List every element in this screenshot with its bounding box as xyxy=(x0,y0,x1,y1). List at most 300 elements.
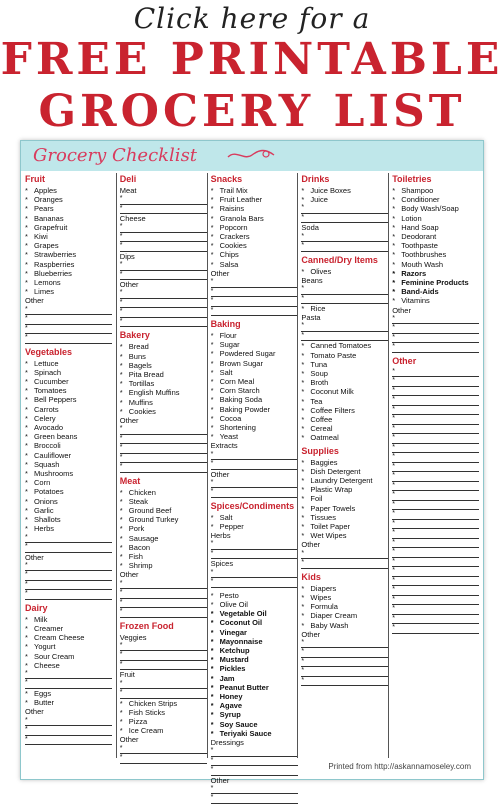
blank-line[interactable] xyxy=(301,242,388,252)
blank-line[interactable] xyxy=(211,297,298,307)
checklist-item[interactable] xyxy=(120,370,207,379)
checklist-item[interactable] xyxy=(211,204,298,213)
blank-line[interactable] xyxy=(392,577,479,587)
checklist-item[interactable] xyxy=(120,717,207,726)
checklist-item[interactable] xyxy=(120,352,207,361)
checklist-item[interactable] xyxy=(25,624,112,633)
checklist-item[interactable] xyxy=(211,522,298,531)
item-label: Cocoa xyxy=(219,413,242,423)
blank-line[interactable] xyxy=(392,343,479,353)
blank-line[interactable] xyxy=(25,726,112,736)
checklist-item[interactable] xyxy=(120,388,207,397)
blank-line[interactable] xyxy=(120,195,207,205)
checklist-item[interactable] xyxy=(25,432,112,441)
checklist-item[interactable] xyxy=(301,360,388,369)
blank-line[interactable] xyxy=(120,242,207,252)
checklist-item[interactable] xyxy=(211,628,298,637)
checklist-item[interactable] xyxy=(211,386,298,395)
blank-line[interactable] xyxy=(392,539,479,549)
checklist-item[interactable] xyxy=(211,331,298,340)
checklist-section xyxy=(120,330,207,472)
checklist-item[interactable] xyxy=(25,633,112,642)
checklist-item[interactable] xyxy=(25,250,112,259)
blank-line[interactable] xyxy=(301,550,388,560)
checklist-item[interactable] xyxy=(301,341,388,350)
blank-line[interactable] xyxy=(25,590,112,600)
checklist-item[interactable] xyxy=(301,494,388,503)
blank-line[interactable] xyxy=(392,596,479,606)
checklist-item[interactable] xyxy=(301,351,388,360)
checklist-item[interactable] xyxy=(25,441,112,450)
blank-line[interactable] xyxy=(211,488,298,498)
checklist-item[interactable] xyxy=(120,726,207,735)
item-label: Jam xyxy=(219,673,235,683)
checklist-item[interactable] xyxy=(211,683,298,692)
checklist-item[interactable] xyxy=(211,729,298,738)
checklist-item[interactable] xyxy=(120,552,207,561)
checklist-item[interactable] xyxy=(25,506,112,515)
checklist-item[interactable] xyxy=(301,621,388,630)
blank-line[interactable] xyxy=(25,334,112,344)
checklist-item[interactable] xyxy=(25,515,112,524)
blank-line[interactable] xyxy=(392,615,479,625)
checklist-item[interactable] xyxy=(211,241,298,250)
checklist-item[interactable] xyxy=(301,186,388,195)
bullet-icon: * xyxy=(210,404,214,414)
checklist-item[interactable] xyxy=(211,591,298,600)
checklist-item[interactable] xyxy=(392,214,479,223)
sub-label: Herbs xyxy=(210,531,231,541)
bullet-icon: * xyxy=(301,359,305,369)
blank-line[interactable] xyxy=(211,307,298,317)
checklist-item[interactable] xyxy=(211,195,298,204)
blank-line[interactable] xyxy=(211,460,298,470)
blank-line[interactable] xyxy=(120,745,207,755)
checklist-item[interactable] xyxy=(25,689,112,698)
blank-line[interactable] xyxy=(301,648,388,658)
blank-line[interactable] xyxy=(120,308,207,318)
blank-line[interactable] xyxy=(211,569,298,579)
blank-line[interactable] xyxy=(120,689,207,699)
checklist-item[interactable] xyxy=(301,304,388,313)
blank-line[interactable] xyxy=(25,679,112,689)
checklist-item[interactable] xyxy=(25,524,112,533)
checklist-item[interactable] xyxy=(301,387,388,396)
blank-line[interactable] xyxy=(25,736,112,746)
bullet-icon: * xyxy=(25,195,28,205)
item-label: Trail Mix xyxy=(219,186,248,195)
blank-line[interactable] xyxy=(211,278,298,288)
blank-line[interactable] xyxy=(392,415,479,425)
checklist-item[interactable] xyxy=(301,513,388,522)
blank-line[interactable] xyxy=(120,580,207,590)
blank-line[interactable] xyxy=(120,233,207,243)
checklist-item[interactable] xyxy=(301,406,388,415)
checklist-item[interactable] xyxy=(25,232,112,241)
blank-line[interactable] xyxy=(392,368,479,378)
checklist-item[interactable] xyxy=(120,398,207,407)
blank-line[interactable] xyxy=(120,205,207,215)
checklist-item[interactable] xyxy=(25,223,112,232)
blank-line[interactable] xyxy=(120,271,207,281)
item-label: Corn Meal xyxy=(219,377,255,387)
checklist-item[interactable] xyxy=(301,415,388,424)
checklist-item[interactable] xyxy=(120,534,207,543)
checklist-item[interactable] xyxy=(25,195,112,204)
blank-line[interactable] xyxy=(392,387,479,397)
checklist-item[interactable] xyxy=(25,451,112,460)
checklist-item[interactable] xyxy=(120,379,207,388)
blank-line[interactable] xyxy=(120,435,207,445)
blank-line[interactable] xyxy=(392,324,479,334)
blank-line[interactable] xyxy=(301,667,388,677)
blank-line[interactable] xyxy=(392,624,479,634)
blank-line[interactable] xyxy=(392,334,479,344)
checklist-item[interactable] xyxy=(301,531,388,540)
checklist-item[interactable] xyxy=(301,602,388,611)
checklist-item[interactable] xyxy=(392,296,479,305)
checklist-item[interactable] xyxy=(25,395,112,404)
checklist-item[interactable] xyxy=(211,692,298,701)
bullet-icon: * xyxy=(210,645,214,655)
checklist-item[interactable] xyxy=(120,506,207,515)
blank-line[interactable] xyxy=(392,315,479,325)
blank-line[interactable] xyxy=(301,214,388,224)
checklist-item[interactable] xyxy=(211,710,298,719)
checklist-item[interactable] xyxy=(211,414,298,423)
blank-line[interactable] xyxy=(301,332,388,342)
blank-line[interactable] xyxy=(392,491,479,501)
checklist-item[interactable] xyxy=(120,543,207,552)
checklist-item[interactable] xyxy=(392,223,479,232)
bullet-icon: * xyxy=(25,496,28,506)
item-label: Salt xyxy=(219,512,233,522)
blank-line[interactable] xyxy=(392,406,479,416)
blank-line[interactable] xyxy=(120,223,207,233)
bullet-icon: * xyxy=(210,204,214,214)
free-printable-heading[interactable]: FREE PRINTABLE xyxy=(0,34,504,85)
blank-line[interactable] xyxy=(392,463,479,473)
checklist-item[interactable] xyxy=(211,655,298,664)
checklist-item[interactable] xyxy=(301,522,388,531)
checklist-item[interactable] xyxy=(211,260,298,269)
item-label: Strawberries xyxy=(34,250,77,260)
blank-line[interactable] xyxy=(25,315,112,325)
blank-line[interactable] xyxy=(301,295,388,305)
checklist-item[interactable] xyxy=(25,497,112,506)
checklist-item[interactable] xyxy=(392,278,479,287)
blank-line[interactable] xyxy=(211,578,298,588)
blank-line[interactable] xyxy=(392,482,479,492)
grocery-list-heading[interactable]: GROCERY LIST xyxy=(38,86,466,137)
checklist-item[interactable] xyxy=(211,359,298,368)
checklist-item[interactable] xyxy=(392,232,479,241)
blank-line[interactable] xyxy=(392,453,479,463)
checklist-item[interactable] xyxy=(301,378,388,387)
checklist-item[interactable] xyxy=(25,214,112,223)
blank-line[interactable] xyxy=(301,677,388,687)
checklist-item[interactable] xyxy=(301,424,388,433)
checklist-item[interactable] xyxy=(25,478,112,487)
checklist-item[interactable] xyxy=(211,600,298,609)
checklist-item[interactable] xyxy=(120,708,207,717)
blank-line[interactable] xyxy=(120,425,207,435)
checklist-item[interactable] xyxy=(301,476,388,485)
sub-label: Other xyxy=(25,707,44,717)
checklist-item[interactable] xyxy=(120,407,207,416)
blank-line[interactable] xyxy=(120,444,207,454)
checklist-item[interactable] xyxy=(392,260,479,269)
checklist-item[interactable] xyxy=(25,368,112,377)
checklist-item[interactable] xyxy=(211,214,298,223)
blank-line[interactable] xyxy=(211,747,298,757)
checklist-item[interactable] xyxy=(25,487,112,496)
blank-line[interactable] xyxy=(301,285,388,295)
checklist-item[interactable] xyxy=(25,386,112,395)
blank-line[interactable] xyxy=(25,562,112,572)
checklist-section xyxy=(301,174,388,252)
checklist-item[interactable] xyxy=(25,414,112,423)
checklist-item[interactable] xyxy=(211,223,298,232)
item-label: Coffee Filters xyxy=(310,405,355,415)
bullet-icon: * xyxy=(210,701,214,711)
checklist-item[interactable] xyxy=(25,186,112,195)
blank-line[interactable] xyxy=(392,567,479,577)
item-label: Grapes xyxy=(34,241,59,251)
checklist-item[interactable] xyxy=(392,195,479,204)
blank-line[interactable] xyxy=(211,785,298,795)
checklist-item[interactable] xyxy=(392,250,479,259)
blank-line[interactable] xyxy=(211,540,298,550)
blank-line[interactable] xyxy=(120,261,207,271)
blank-line[interactable] xyxy=(25,717,112,727)
blank-line[interactable] xyxy=(25,670,112,680)
blank-line[interactable] xyxy=(25,571,112,581)
checklist-item[interactable] xyxy=(25,260,112,269)
checklist-item[interactable] xyxy=(211,377,298,386)
checklist-item[interactable] xyxy=(392,241,479,250)
blank-line[interactable] xyxy=(211,451,298,461)
blank-line[interactable] xyxy=(392,605,479,615)
checklist-item[interactable] xyxy=(120,342,207,351)
blank-line[interactable] xyxy=(392,377,479,387)
blank-line[interactable] xyxy=(392,425,479,435)
checklist-section xyxy=(392,356,479,634)
blank-line[interactable] xyxy=(301,658,388,668)
checklist-item[interactable] xyxy=(211,232,298,241)
bullet-icon: * xyxy=(392,278,396,288)
bullet-icon: * xyxy=(210,340,214,350)
blank-line[interactable] xyxy=(392,444,479,454)
blank-line[interactable] xyxy=(301,322,388,332)
blank-line[interactable] xyxy=(120,661,207,671)
bullet-icon: * xyxy=(119,515,123,525)
blank-line[interactable] xyxy=(120,608,207,618)
item-label: Feminine Products xyxy=(401,278,469,288)
item-label: Tomatoes xyxy=(34,386,67,396)
blank-line[interactable] xyxy=(392,434,479,444)
checklist-item[interactable] xyxy=(392,204,479,213)
checklist-item[interactable] xyxy=(211,637,298,646)
checklist-item[interactable] xyxy=(25,278,112,287)
bullet-icon: * xyxy=(119,506,123,516)
checklist-item[interactable] xyxy=(120,699,207,708)
checklist-item[interactable] xyxy=(211,405,298,414)
blank-line[interactable] xyxy=(392,520,479,530)
checklist-item[interactable] xyxy=(25,377,112,386)
checklist-item[interactable] xyxy=(301,433,388,442)
bullet-icon: * xyxy=(210,636,214,646)
blank-line[interactable] xyxy=(392,548,479,558)
checklist-item[interactable] xyxy=(211,395,298,404)
checklist-item[interactable] xyxy=(301,458,388,467)
item-label: Oranges xyxy=(34,195,63,205)
checklist-item[interactable] xyxy=(301,504,388,513)
checklist-item[interactable] xyxy=(211,340,298,349)
checklist-item[interactable] xyxy=(120,524,207,533)
checklist-item[interactable] xyxy=(25,405,112,414)
bullet-icon: * xyxy=(25,213,28,223)
item-label: Ground Beef xyxy=(128,506,172,516)
checklist-item[interactable] xyxy=(25,698,112,707)
item-label: Sugar xyxy=(219,340,240,350)
blank-line[interactable] xyxy=(120,680,207,690)
blank-line[interactable] xyxy=(392,510,479,520)
checklist-title: Grocery Checklist xyxy=(33,145,198,166)
blank-line[interactable] xyxy=(211,288,298,298)
item-label: Wipes xyxy=(310,592,332,602)
sub-label: Other xyxy=(210,268,230,278)
item-label: Shallots xyxy=(34,515,61,525)
blank-line[interactable] xyxy=(211,794,298,804)
checklist-item[interactable] xyxy=(211,674,298,683)
blank-line[interactable] xyxy=(25,325,112,335)
item-label: Avocado xyxy=(34,423,64,433)
checklist-item[interactable] xyxy=(301,611,388,620)
blank-line[interactable] xyxy=(120,318,207,328)
item-label: Yogurt xyxy=(34,642,56,652)
blank-line[interactable] xyxy=(25,306,112,316)
checklist-item[interactable] xyxy=(301,485,388,494)
checklist-item[interactable] xyxy=(392,287,479,296)
blank-line[interactable] xyxy=(120,642,207,652)
checklist-item[interactable] xyxy=(301,397,388,406)
checklist-item[interactable] xyxy=(211,432,298,441)
checklist-item[interactable] xyxy=(120,488,207,497)
checklist-item[interactable] xyxy=(301,467,388,476)
blank-line[interactable] xyxy=(25,543,112,553)
checklist-item[interactable] xyxy=(211,664,298,673)
checklist-item[interactable] xyxy=(25,287,112,296)
item-label: Bagels xyxy=(128,360,152,370)
blank-line[interactable] xyxy=(120,289,207,299)
checklist-item[interactable] xyxy=(211,609,298,618)
blank-line[interactable] xyxy=(301,559,388,569)
checklist-item[interactable] xyxy=(301,195,388,204)
bullet-icon: * xyxy=(210,599,214,609)
checklist-item[interactable] xyxy=(211,250,298,259)
blank-line[interactable] xyxy=(25,581,112,591)
checklist-item[interactable] xyxy=(25,615,112,624)
item-label: Diapers xyxy=(310,583,337,593)
item-label: Limes xyxy=(34,287,55,297)
blank-line[interactable] xyxy=(120,454,207,464)
blank-line[interactable] xyxy=(25,534,112,544)
blank-line[interactable] xyxy=(301,233,388,243)
bullet-icon: * xyxy=(210,432,214,442)
checklist-item[interactable] xyxy=(25,460,112,469)
checklist-item[interactable] xyxy=(25,241,112,250)
checklist-item[interactable] xyxy=(301,584,388,593)
checklist-item[interactable] xyxy=(25,642,112,651)
item-label: Corn Starch xyxy=(219,386,260,396)
checklist-item[interactable] xyxy=(211,720,298,729)
item-label: Creamer xyxy=(34,623,64,633)
bullet-icon: * xyxy=(25,241,28,251)
blank-line[interactable] xyxy=(392,586,479,596)
checklist-item[interactable] xyxy=(211,349,298,358)
checklist-item[interactable] xyxy=(120,361,207,370)
checklist-item[interactable] xyxy=(392,269,479,278)
blank-line[interactable] xyxy=(392,472,479,482)
blank-line[interactable] xyxy=(120,651,207,661)
blank-line[interactable] xyxy=(120,754,207,764)
checklist-item[interactable] xyxy=(211,368,298,377)
checklist-item[interactable] xyxy=(120,515,207,524)
blank-line[interactable] xyxy=(301,639,388,649)
blank-line[interactable] xyxy=(120,299,207,309)
checklist-item[interactable] xyxy=(392,186,479,195)
blank-line[interactable] xyxy=(392,558,479,568)
checklist-item[interactable] xyxy=(25,661,112,670)
checklist-item[interactable] xyxy=(211,513,298,522)
checklist-item[interactable] xyxy=(211,618,298,627)
checklist-item[interactable] xyxy=(120,497,207,506)
checklist-item[interactable] xyxy=(25,469,112,478)
blank-line[interactable] xyxy=(120,463,207,473)
item-label: Sour Cream xyxy=(34,651,75,661)
blank-line[interactable] xyxy=(120,589,207,599)
checklist-item[interactable] xyxy=(25,652,112,661)
item-label: Lotion xyxy=(401,213,422,223)
blank-line[interactable] xyxy=(301,204,388,214)
blank-line[interactable] xyxy=(211,766,298,776)
checklist-item[interactable] xyxy=(211,186,298,195)
checklist-item[interactable] xyxy=(301,593,388,602)
blank-line[interactable] xyxy=(211,757,298,767)
item-label: Potatoes xyxy=(34,487,64,497)
item-label: Green beans xyxy=(34,432,78,442)
checklist-item[interactable] xyxy=(211,701,298,710)
checklist-item[interactable] xyxy=(25,269,112,278)
checklist-item[interactable] xyxy=(120,561,207,570)
click-here-text[interactable]: Click here for a xyxy=(133,2,371,35)
blank-line[interactable] xyxy=(211,479,298,489)
blank-line[interactable] xyxy=(392,396,479,406)
checklist-item[interactable] xyxy=(301,369,388,378)
blank-line[interactable] xyxy=(392,529,479,539)
blank-line[interactable] xyxy=(392,501,479,511)
blank-line[interactable] xyxy=(120,599,207,609)
blank-line[interactable] xyxy=(211,550,298,560)
checklist-item[interactable] xyxy=(211,423,298,432)
checklist-item[interactable] xyxy=(25,204,112,213)
checklist-item[interactable] xyxy=(211,646,298,655)
checklist-item[interactable] xyxy=(25,423,112,432)
bullet-icon: * xyxy=(25,642,28,652)
checklist-item[interactable] xyxy=(25,359,112,368)
checklist-item[interactable] xyxy=(301,267,388,276)
